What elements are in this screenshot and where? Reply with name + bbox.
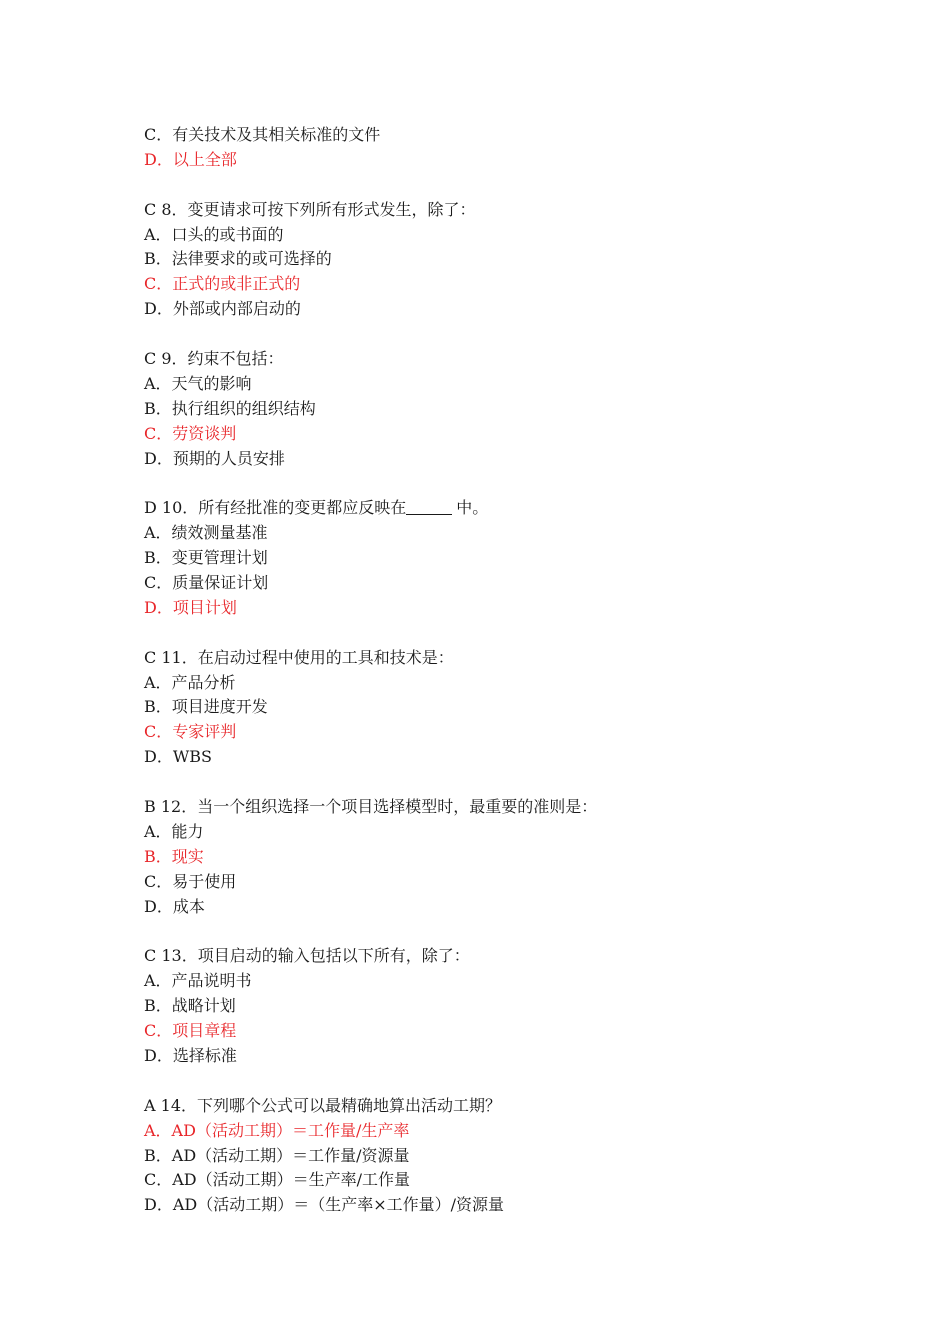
q12-question: B 12．当一个组织选择一个项目选择模型时，最重要的准则是： [144, 797, 598, 817]
q9-option-c-answer: C．劳资谈判 [144, 423, 237, 443]
q10-option-b: B．变更管理计划 [144, 548, 268, 568]
q14-option-d: D．AD（活动工期）＝（生产率×工作量）/资源量 [144, 1195, 505, 1215]
q13-option-d: D．选择标准 [144, 1045, 237, 1065]
spacer [144, 621, 844, 646]
q10-question-text: D 10．所有经批准的变更都应反映在 [144, 498, 407, 518]
q10-question [144, 496, 844, 521]
q7-option-d-answer: D．以上全部 [144, 149, 237, 169]
q10-option-d-answer: D．项目计划 [144, 597, 237, 617]
q11-question: C 11．在启动过程中使用的工具和技术是： [144, 647, 454, 667]
q8-option-c-answer: C．正式的或非正式的 [144, 274, 301, 294]
q11-option-a: A．产品分析 [144, 672, 236, 692]
q13-question: C 13．项目启动的输入包括以下所有，除了： [144, 946, 470, 966]
q9-option-d: D．预期的人员安排 [144, 448, 285, 468]
q14-question: A 14．下列哪个公式可以最精确地算出活动工期？ [144, 1095, 502, 1115]
q8-question: C 8．变更请求可按下列所有形式发生，除了： [144, 199, 476, 219]
q11-option-c-answer: C．专家评判 [144, 722, 237, 742]
spacer [144, 770, 844, 795]
q14-option-a-answer: A．AD（活动工期）＝工作量/生产率 [144, 1120, 410, 1140]
q13-option-a: A．产品说明书 [144, 971, 252, 991]
q12-option-c: C．易于使用 [144, 871, 237, 891]
q12-option-d: D．成本 [144, 896, 205, 916]
spacer [144, 471, 844, 496]
q9-option-a: A．天气的影响 [144, 373, 252, 393]
spacer [144, 920, 844, 945]
q11-option-d: D．WBS [144, 747, 212, 767]
q11-option-b: B．项目进度开发 [144, 697, 268, 717]
fill-in-blank [406, 498, 452, 515]
q13-option-c-answer: C．项目章程 [144, 1021, 237, 1041]
q8-option-a: A．口头的或书面的 [144, 224, 284, 244]
q8-option-b: B．法律要求的或可选择的 [144, 249, 332, 269]
spacer [144, 322, 844, 347]
q10-question-tail: 中。 [456, 498, 489, 518]
q9-question: C 9．约束不包括： [144, 349, 284, 369]
spacer [144, 1069, 844, 1094]
q7-option-c: C．有关技术及其相关标准的文件 [144, 125, 381, 144]
spacer [144, 173, 844, 198]
q9-option-b: B．执行组织的组织结构 [144, 398, 316, 418]
document-body [144, 123, 844, 1218]
q14-option-b: B．AD（活动工期）＝工作量/资源量 [144, 1145, 410, 1165]
q12-option-b-answer: B．现实 [144, 846, 204, 866]
q10-option-a: A．绩效测量基准 [144, 523, 268, 543]
q10-option-c: C．质量保证计划 [144, 573, 269, 593]
q12-option-a: A．能力 [144, 821, 204, 841]
q13-option-b: B．战略计划 [144, 996, 236, 1016]
q8-option-d: D．外部或内部启动的 [144, 299, 301, 319]
q14-option-c: C．AD（活动工期）＝生产率/工作量 [144, 1170, 411, 1190]
